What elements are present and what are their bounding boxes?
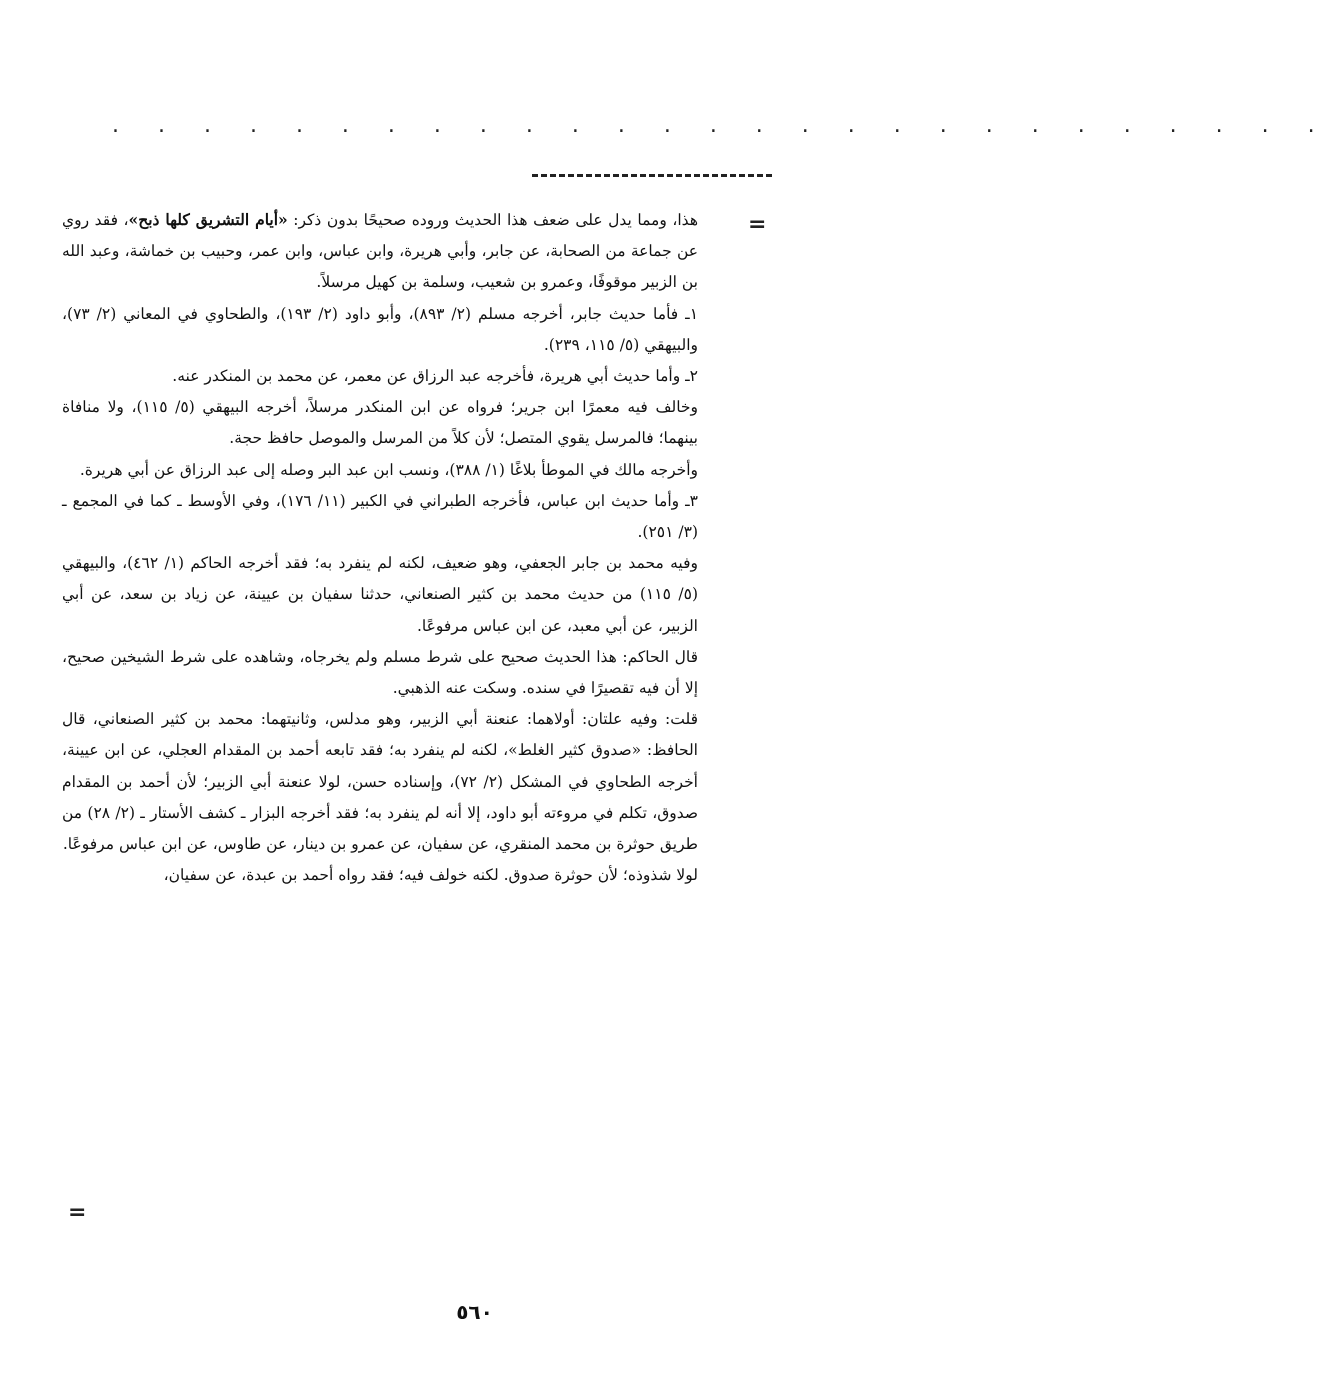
paragraph-ibn-abbas: ٣ـ وأما حديث ابن عباس، فأخرجه الطبراني في الكبير (١١/ ١٧٦)، وفي الأوسط ـ كما في المجمع ـ (٣/ ٢٥١). [62,491,698,542]
paragraph-illatan: قلت: وفيه علتان: أولاهما: عنعنة أبي الزبير، وهو مدلس، وثانيتهما: محمد بن كثير الصنعاني، قال الحافظ: «صدوق كثير الغلط»، لكنه لم ينفرد به؛ فقد تابعه أحمد بن المقدام العجلي، عن ابن عيينة، أخرجه الطحاوي في المشكل (٢/ ٧٢)، وإسناده حسن، لولا عنعنة أبي الزبير؛ لأن أحمد بن المقدام صدوق، تكلم في مروءته أبو داود، إلا أنه لم ينفرد به؛ فقد أخرجه البزار ـ كشف الأستار ـ (٢/ ٢٨) من طريق حوثرة بن محمد المنقري، عن سفيان، عن عمرو بن دينار، عن طاوس، عن ابن عباس مرفوعًا. [62,710,699,854]
intro-text-before: هذا، ومما يدل على ضعف هذا الحديث وروده صحيحًا بدون ذكر: [287,211,698,229]
paragraph-jufi: وفيه محمد بن جابر الجعفي، وهو ضعيف، لكنه لم ينفرد به؛ فقد أخرجه الحاكم (١/ ٤٦٢)، والبيهقي (٥/ ١١٥) من حديث محمد بن كثير الصنعاني، حدثنا سفيان بن عيينة، عن زياد بن سعد، عن أبي الزبير، عن أبي معبد، عن ابن عباس مرفوعًا. [62,554,699,635]
intro-text-after: ، فقد روي عن جماعة من الصحابة، عن جابر، وأبي هريرة، وابن عباس، وابن عمر، وحبيب بن خماشة، وعبد الله بن الزبير موقوفًا، وعمرو بن شعيب، وسلمة بن كهيل مرسلاً. [62,211,698,292]
footnote-rule [532,174,772,177]
intro-bold-quote: «أيام التشريق كلها ذبح» [128,210,288,229]
paragraph-jabir: ١ـ فأما حديث جابر، أخرجه مسلم (٢/ ٨٩٣)، وأبو داود (٢/ ١٩٣)، والطحاوي في المعاني (٢/ ٧٣)، والبيهقي (٥/ ١١٥، ٢٣٩). [62,304,699,354]
paragraph-ibn-jarir: وخالف فيه معمرًا ابن جرير؛ فرواه عن ابن المنكدر مرسلاً، أخرجه البيهقي (٥/ ١١٥)، ولا منافاة بينهما؛ فالمرسل يقوي المتصل؛ لأن كلاً من المرسل والموصل حافظ حجة. [62,398,698,448]
paragraph-abu-hurayra: ٢ـ وأما حديث أبي هريرة، فأخرجه عبد الرزاق عن معمر، عن محمد بن المنكدر عنه. [172,367,698,386]
paragraph-hakim: قال الحاكم: هذا الحديث صحيح على شرط مسلم ولم يخرجاه، وشاهده على شرط الشيخين صحيح، إلا أن فيه تقصيرًا في سنده. وسكت عنه الذهبي. [62,647,698,698]
separator-dots: . . . . . . . . . . . . . . . . . . . . . . . . . . . [112,113,1331,138]
footnote-body [62,204,698,891]
continuation-marker-top: = [748,212,767,237]
paragraph-shudhudh: لولا شذوذه؛ لأن حوثرة صدوق. لكنه خولف فيه؛ فقد رواه أحمد بن عبدة، عن سفيان، [163,866,698,885]
continuation-marker-bottom: = [68,1200,87,1225]
paragraph-malik: وأخرجه مالك في الموطأ بلاغًا (١/ ٣٨٨)، ونسب ابن عبد البر وصله إلى عبد الرزاق عن أبي هريرة. [79,460,698,479]
paragraph-intro [62,204,698,299]
page-number: ٥٦٠ [456,1300,493,1324]
